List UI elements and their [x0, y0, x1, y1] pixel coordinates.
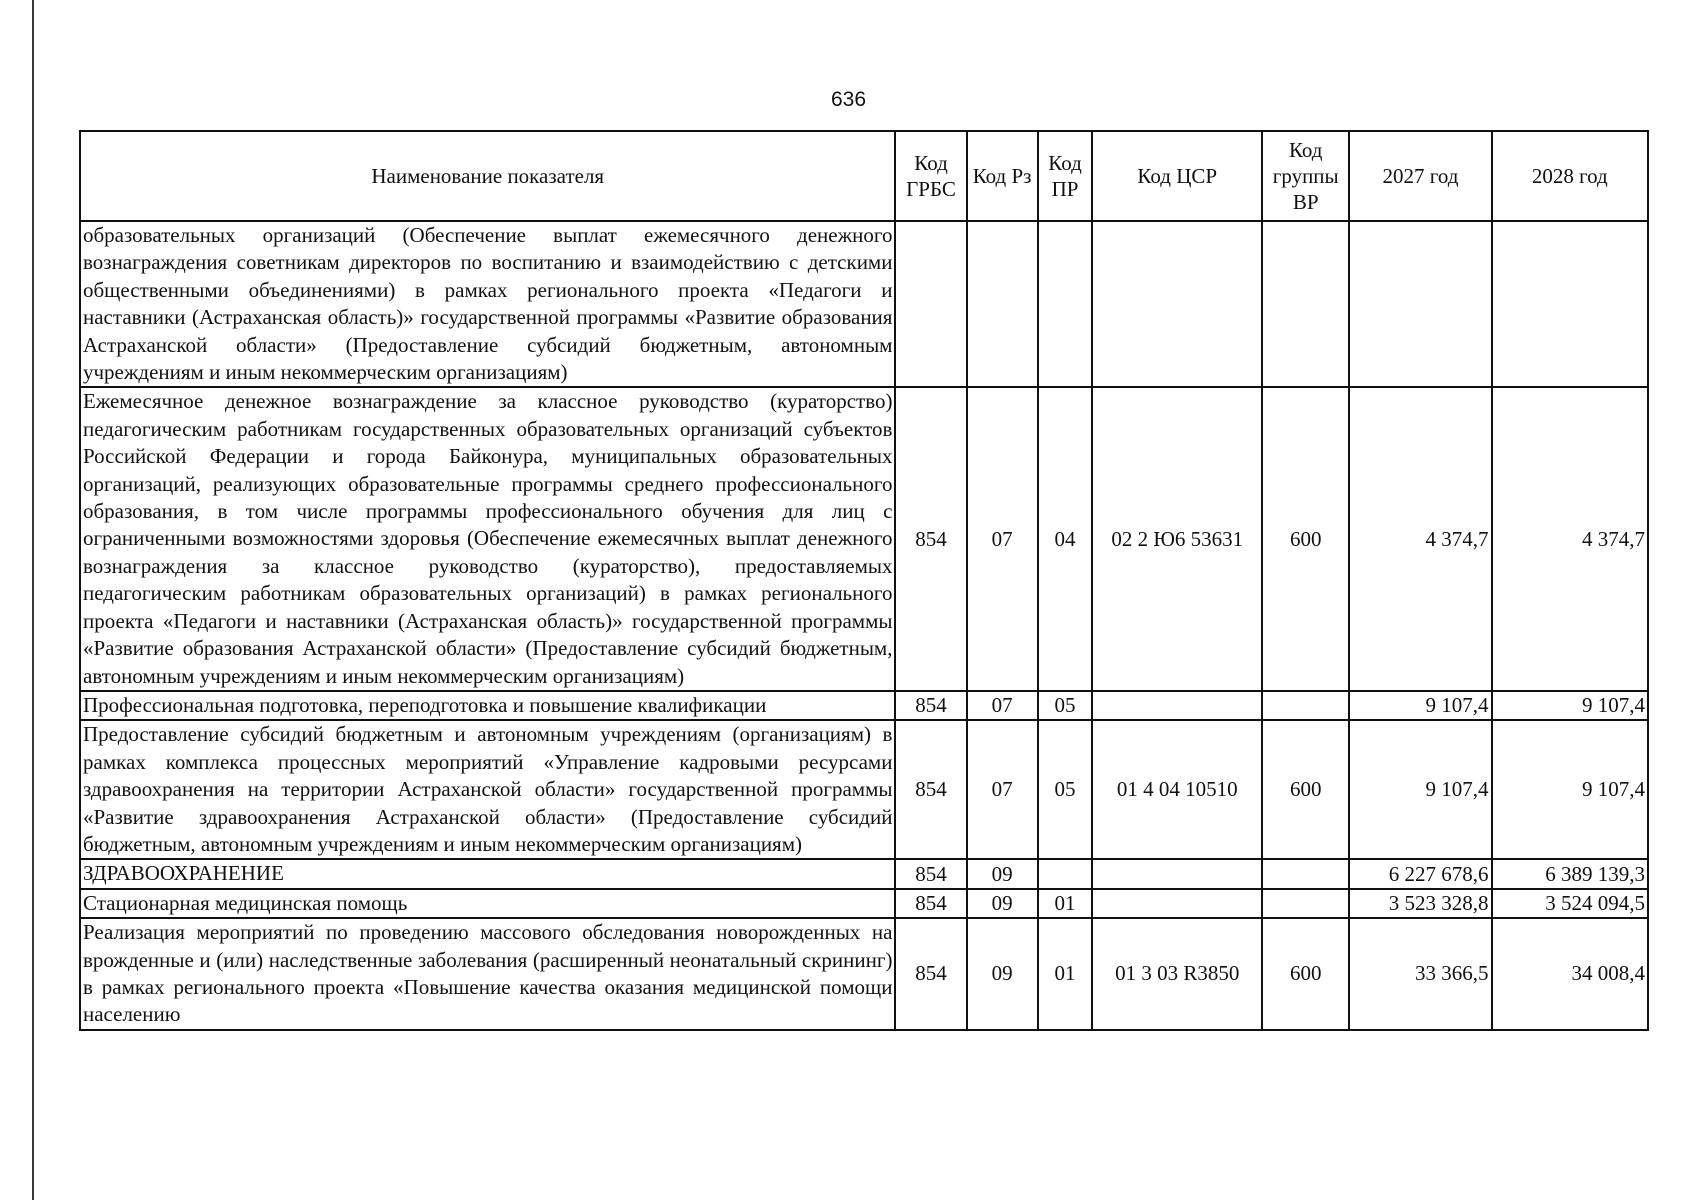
- row-2028: 6 389 139,3: [1492, 859, 1648, 888]
- table-row: [80, 889, 1648, 918]
- col-header-vr: Код группы ВР: [1262, 131, 1349, 221]
- row-grbs: 854: [895, 691, 966, 720]
- table-row: [80, 859, 1648, 888]
- row-2027: 33 366,5: [1349, 918, 1491, 1030]
- row-name: Предоставление субсидий бюджетным и автономным учреждениям (организациям) в рамках комплекса процессных мероприятий «Управление кадровыми ресурсами здравоохранения на территории Астраханской области» государственной программы «Развитие здравоохранения Астраханской области» (Предоставление субсидий бюджетным, автономным учреждениям и иным некоммерческим организациям): [80, 720, 895, 859]
- row-2028: 9 107,4: [1492, 720, 1648, 859]
- row-name: Реализация мероприятий по проведению массового обследования новорожденных на врожденные и (или) наследственные заболевания (расширенный неонатальный скрининг) в рамках регионального проекта «Повышение качества оказания медицинской помощи населению: [80, 918, 895, 1030]
- row-vr: [1262, 889, 1349, 918]
- row-name: образовательных организаций (Обеспечение выплат ежемесячного денежного вознаграждения советникам директоров по воспитанию и взаимодействию с детскими общественными объединениями) в рамках регионального проекта «Педагоги и наставники (Астраханская область)» государственной программы «Развитие образования Астраханской области» (Предоставление субсидий бюджетным, автономным учреждениям и иным некоммерческим организациям): [80, 221, 895, 387]
- table-row: [80, 720, 1648, 859]
- row-grbs: 854: [895, 859, 966, 888]
- row-rz: [967, 221, 1038, 387]
- col-header-grbs: Код ГРБС: [895, 131, 966, 221]
- budget-table: [79, 130, 1649, 1031]
- col-header-pr: Код ПР: [1038, 131, 1093, 221]
- row-pr: 05: [1038, 720, 1093, 859]
- row-csr: [1092, 691, 1262, 720]
- row-2028: 34 008,4: [1492, 918, 1648, 1030]
- row-name: ЗДРАВООХРАНЕНИЕ: [80, 859, 895, 888]
- row-grbs: [895, 221, 966, 387]
- row-2028: 4 374,7: [1492, 387, 1648, 690]
- row-rz: 07: [967, 387, 1038, 690]
- row-vr: 600: [1262, 720, 1349, 859]
- row-name: Стационарная медицинская помощь: [80, 889, 895, 918]
- row-vr: 600: [1262, 387, 1349, 690]
- table-row: [80, 221, 1648, 387]
- row-csr: 02 2 Ю6 53631: [1092, 387, 1262, 690]
- row-csr: [1092, 859, 1262, 888]
- row-pr: 01: [1038, 889, 1093, 918]
- row-csr: 01 4 04 10510: [1092, 720, 1262, 859]
- row-name: Профессиональная подготовка, переподготовка и повышение квалификации: [80, 691, 895, 720]
- row-csr: 01 3 03 R3850: [1092, 918, 1262, 1030]
- row-pr: [1038, 859, 1093, 888]
- row-rz: 09: [967, 889, 1038, 918]
- left-margin-line: [32, 0, 34, 1200]
- table-row: [80, 918, 1648, 1030]
- col-header-2027: 2027 год: [1349, 131, 1491, 221]
- col-header-2028: 2028 год: [1492, 131, 1648, 221]
- row-csr: [1092, 221, 1262, 387]
- row-grbs: 854: [895, 889, 966, 918]
- row-rz: 07: [967, 691, 1038, 720]
- row-grbs: 854: [895, 387, 966, 690]
- col-header-name: Наименование показателя: [80, 131, 895, 221]
- row-grbs: 854: [895, 720, 966, 859]
- row-name: Ежемесячное денежное вознаграждение за классное руководство (кураторство) педагогическим работникам государственных образовательных организаций субъектов Российской Федерации и города Байконура, муниципальных образовательных организаций, реализующих образовательные программы среднего профессионального образования, в том числе программы профессионального обучения для лиц с ограниченными возможностями здоровья (Обеспечение ежемесячных выплат денежного вознаграждения за классное руководство (кураторство), предоставляемых педагогическим работникам образовательных организаций) в рамках регионального проекта «Педагоги и наставники (Астраханская область)» государственной программы «Развитие образования Астраханской области» (Предоставление субсидий бюджетным, автономным учреждениям и иным некоммерческим организациям): [80, 387, 895, 690]
- row-2028: 3 524 094,5: [1492, 889, 1648, 918]
- table-header-row: [80, 131, 1648, 221]
- row-pr: 01: [1038, 918, 1093, 1030]
- row-2027: 9 107,4: [1349, 691, 1491, 720]
- table-row: [80, 387, 1648, 690]
- row-2027: 3 523 328,8: [1349, 889, 1491, 918]
- col-header-csr: Код ЦСР: [1092, 131, 1262, 221]
- row-grbs: 854: [895, 918, 966, 1030]
- row-vr: [1262, 221, 1349, 387]
- page-number: 636: [830, 88, 867, 111]
- row-2028: 9 107,4: [1492, 691, 1648, 720]
- row-rz: 07: [967, 720, 1038, 859]
- row-vr: [1262, 691, 1349, 720]
- row-2027: [1349, 221, 1491, 387]
- row-2027: 9 107,4: [1349, 720, 1491, 859]
- row-rz: 09: [967, 859, 1038, 888]
- row-csr: [1092, 889, 1262, 918]
- row-pr: [1038, 221, 1093, 387]
- row-rz: 09: [967, 918, 1038, 1030]
- row-2028: [1492, 221, 1648, 387]
- col-header-rz: Код Рз: [967, 131, 1038, 221]
- row-2027: 4 374,7: [1349, 387, 1491, 690]
- table-row: [80, 691, 1648, 720]
- row-pr: 04: [1038, 387, 1093, 690]
- row-pr: 05: [1038, 691, 1093, 720]
- row-vr: 600: [1262, 918, 1349, 1030]
- row-2027: 6 227 678,6: [1349, 859, 1491, 888]
- row-vr: [1262, 859, 1349, 888]
